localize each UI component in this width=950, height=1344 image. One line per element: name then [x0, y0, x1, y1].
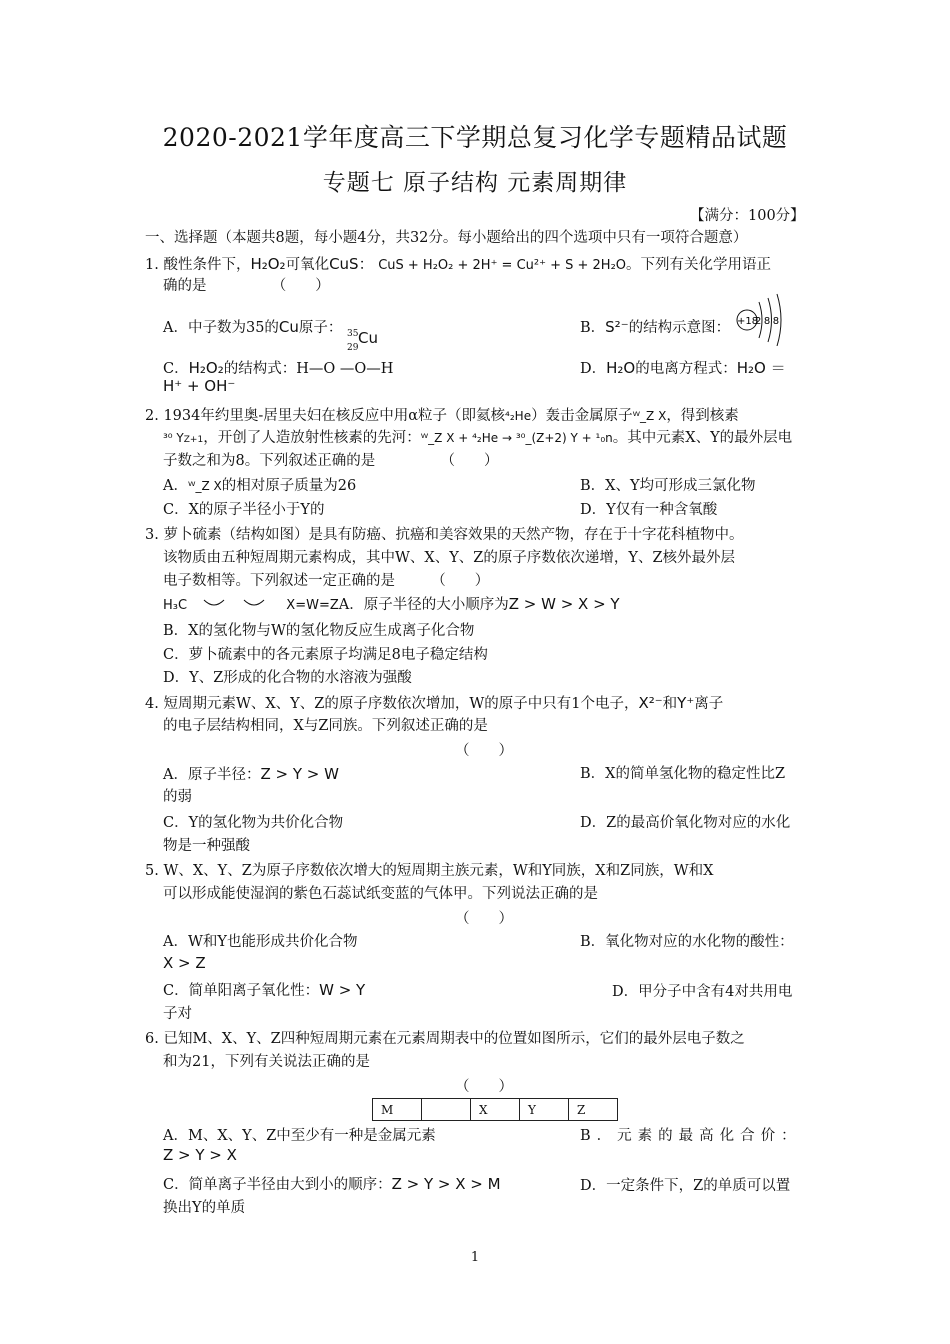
document-subtitle: 专题七 原子结构 元素周期律 — [322, 170, 628, 196]
q2-option-d: D．Y仅有一种含氧酸 — [580, 502, 718, 518]
q1-option-b — [580, 317, 730, 338]
q1-a-cu: Cu — [278, 318, 299, 336]
q6-option-a: A．M、X、Y、Z中至少有一种是金属元素 — [163, 1128, 436, 1144]
q1-reaction-equation: CuS + H₂O₂ + 2H⁺ = Cu²⁺ + S + 2H₂O — [378, 258, 627, 273]
q5-answer-paren: （ ） — [455, 911, 513, 927]
q2-nuclide-y: ³⁰ Y — [163, 431, 184, 445]
q1-c-text: C． — [163, 361, 189, 377]
q1-b-sulfide: S²⁻ — [605, 318, 629, 336]
q6-answer-paren: （ ） — [455, 1079, 513, 1095]
pt-cell-z: Z — [569, 1099, 618, 1121]
q5-c-text: C．简单阳离子氧化性： — [163, 983, 320, 999]
pt-cell-m: M — [373, 1099, 422, 1121]
q3-line3: 电子数相等。下列叙述一定正确的是 （ ） — [163, 573, 490, 589]
q4-y-ion: Y⁺ — [677, 694, 695, 712]
chain-bond-1 — [204, 600, 224, 605]
q2-option-b: B．X、Y均可形成三氯化物 — [580, 478, 756, 494]
q1-b-text: B． — [580, 320, 606, 336]
q3-option-d: D．Y、Z形成的化合物的水溶液为强酸 — [163, 670, 412, 686]
q4-line2: 的电子层结构相同，X与Z同族。下列叙述正确的是 — [163, 718, 488, 734]
q4-option-c: C．Y的氢化物为共价化合物 — [163, 815, 344, 831]
q5-option-c — [163, 980, 365, 1001]
q1-line2: 确的是 （ ） — [163, 278, 330, 294]
q6-line1: 6. 已知M、X、Y、Z四种短周期元素在元素周期表中的位置如图所示，它们的最外层电子数之 — [145, 1031, 745, 1047]
full-score: 【满分：100分】 — [690, 208, 805, 224]
q4-option-d-cont: 物是一种强酸 — [163, 838, 250, 854]
q4-and: 和 — [662, 696, 678, 712]
q6-c-formula: Z > Y > X > M — [391, 1175, 501, 1193]
q5-option-d: D．甲分子中含有4对共用电 — [612, 984, 793, 1000]
q4-option-d: D．Z的最高价氧化物对应的水化 — [580, 815, 791, 831]
q1-a-symbol: Cu — [358, 329, 378, 347]
q1-option-a — [163, 317, 381, 353]
q4-text-a: 4. 短周期元素W、X、Y、Z的原子序数依次增加，W的原子中只有1个电子， — [145, 696, 639, 712]
q1-d-text2: 的电离方程式： — [635, 361, 737, 377]
q3-option-c: C．萝卜硫素中的各元素原子均满足8电子稳定结构 — [163, 647, 488, 663]
q5-line1: 5. W、X、Y、Z为原子序数依次增大的短周期主族元素，W和Y同族，X和Z同族，W和X — [145, 863, 714, 879]
q2-option-a — [163, 476, 356, 496]
q2-text-e: 。其中元素X、Y的最外层电 — [612, 430, 793, 446]
q2-nuclide-y-sub: Z+1 — [183, 435, 204, 445]
sulfide-structure-diagram — [735, 292, 791, 346]
nucleus-charge: +18 — [737, 316, 759, 327]
chain-bond-2 — [244, 600, 264, 605]
q2-nuclear-equation: ᵂ_Z X + ⁴₂He → ³⁰_(Z+2) Y + ¹₀n — [420, 431, 613, 445]
q1-option-d-cont: H⁺ + OH⁻ — [163, 377, 236, 395]
q1-d-text: D． — [580, 361, 607, 377]
q2-a-text: A． — [163, 478, 188, 494]
q2-line1 — [145, 406, 739, 426]
q6-option-c — [163, 1174, 501, 1195]
q5-option-a: A．W和Y也能形成共价化合物 — [163, 934, 358, 950]
q2-text-d: ，开创了人造放射性核素的先河： — [203, 430, 421, 446]
q1-a-z: 29 — [347, 343, 359, 353]
q1-d-formula: H₂O — [606, 359, 636, 377]
q6-option-b: B．元素的最高化合价： — [580, 1128, 802, 1144]
q4-line1 — [145, 693, 723, 714]
q1-a-text2: 原子： — [298, 320, 343, 336]
q1-formula-h2o2: H₂O₂ — [250, 255, 286, 273]
q3-structure-and-a — [163, 594, 620, 616]
q1-a-mass: 35 — [347, 329, 359, 339]
q6-c-text: C．简单离子半径由大到小的顺序： — [163, 1177, 392, 1193]
q1-c-text2: 的结构式：H—O —O—H — [223, 361, 394, 377]
pt-cell-empty — [422, 1099, 471, 1121]
q3-line1: 3. 萝卜硫素（结构如图）是具有防癌、抗癌和美容效果的天然产物，存在于十字花科植物中。 — [145, 527, 744, 543]
pt-cell-y: Y — [520, 1099, 569, 1121]
q1-b-text2: 的结构示意图： — [628, 320, 731, 336]
q2-text-b: ）轰击金属原子 — [531, 408, 633, 424]
q1-formula-cus: CuS： — [329, 255, 374, 273]
q2-metal-x: ᵂ_Z X — [632, 409, 667, 423]
q3-struct-h3c: H₃C — [163, 598, 188, 613]
q2-option-c: C．X的原子半径小于Y的 — [163, 502, 325, 518]
section-heading: 一、选择题（本题共8题，每小题4分，共32分。每小题给出的四个选项中只有一项符合题意） — [145, 230, 748, 246]
q1-option-d — [580, 358, 786, 379]
q6-option-d-cont: 换出Y的单质 — [163, 1200, 246, 1216]
q2-a-formula: ᵂ_Z X — [187, 479, 222, 493]
q5-line2: 可以形成能使湿润的紫色石蕊试纸变蓝的气体甲。下列说法正确的是 — [163, 886, 598, 902]
q3-a-text: A．原子半径的大小顺序为 — [338, 597, 509, 613]
shell-electrons: 288 — [755, 316, 782, 327]
q5-option-b: B．氧化物对应的水化物的酸性： — [580, 934, 794, 950]
sulforaphane-chain-diagram — [192, 598, 282, 612]
q1-line1 — [145, 254, 771, 276]
pt-cell-x: X — [471, 1099, 520, 1121]
q4-option-b: B．X的简单氢化物的稳定性比Z — [580, 766, 786, 782]
q2-line3: 子数之和为8。下列叙述正确的是 （ ） — [163, 453, 499, 469]
q6-option-b-cont: Z > Y > X — [163, 1146, 237, 1164]
q4-text-b: 离子 — [694, 696, 724, 712]
q1-text-b: 可氧化 — [285, 257, 330, 273]
page-number: 1 — [470, 1250, 480, 1265]
q4-option-a — [163, 764, 339, 785]
q2-line2 — [163, 428, 792, 450]
q1-a-text: A．中子数为35的 — [163, 320, 279, 336]
q4-answer-paren: （ ） — [455, 743, 513, 759]
q1-c-formula: H₂O₂ — [188, 359, 224, 377]
q6-line2: 和为21，下列有关说法正确的是 — [163, 1054, 370, 1070]
q5-c-formula: W > Y — [319, 981, 366, 999]
q1-text-a: 1. 酸性条件下， — [145, 257, 251, 273]
q2-text-a: 2. 1934年约里奥-居里夫妇在核反应中用α粒子（即氦核 — [145, 408, 506, 424]
q2-text-c: ，得到核素 — [666, 408, 739, 424]
q1-d-formula2: H₂O ＝ — [736, 359, 786, 377]
q5-option-d-cont: 子对 — [163, 1006, 192, 1022]
periodic-table-fragment — [372, 1098, 618, 1121]
q6-option-d: D．一定条件下，Z的单质可以置 — [580, 1178, 791, 1194]
q1-text-c: 。下列有关化学用语正 — [626, 257, 772, 273]
q2-a-text2: 的相对原子质量为26 — [221, 478, 357, 494]
q2-helium: ⁴₂He — [505, 409, 532, 423]
q3-option-b: B．X的氢化物与W的氢化物反应生成离子化合物 — [163, 623, 475, 639]
document-title: 2020-2021学年度高三下学期总复习化学专题精品试题 — [162, 123, 788, 152]
q4-a-text: A．原子半径： — [163, 767, 261, 783]
q3-line2: 该物质由五种短周期元素构成，其中W、X、Y、Z的原子序数依次递增，Y、Z核外最外层 — [163, 550, 736, 566]
q5-option-b-cont: X > Z — [163, 954, 206, 972]
q4-option-b-cont: 的弱 — [163, 789, 192, 805]
periodic-table-row — [373, 1099, 618, 1121]
q3-struct-xwz: X=W=Z — [286, 598, 339, 613]
q3-a-formula: Z > W > X > Y — [508, 595, 620, 613]
q4-a-formula: Z > Y > W — [260, 765, 339, 783]
q4-x-ion: X²⁻ — [638, 694, 663, 712]
